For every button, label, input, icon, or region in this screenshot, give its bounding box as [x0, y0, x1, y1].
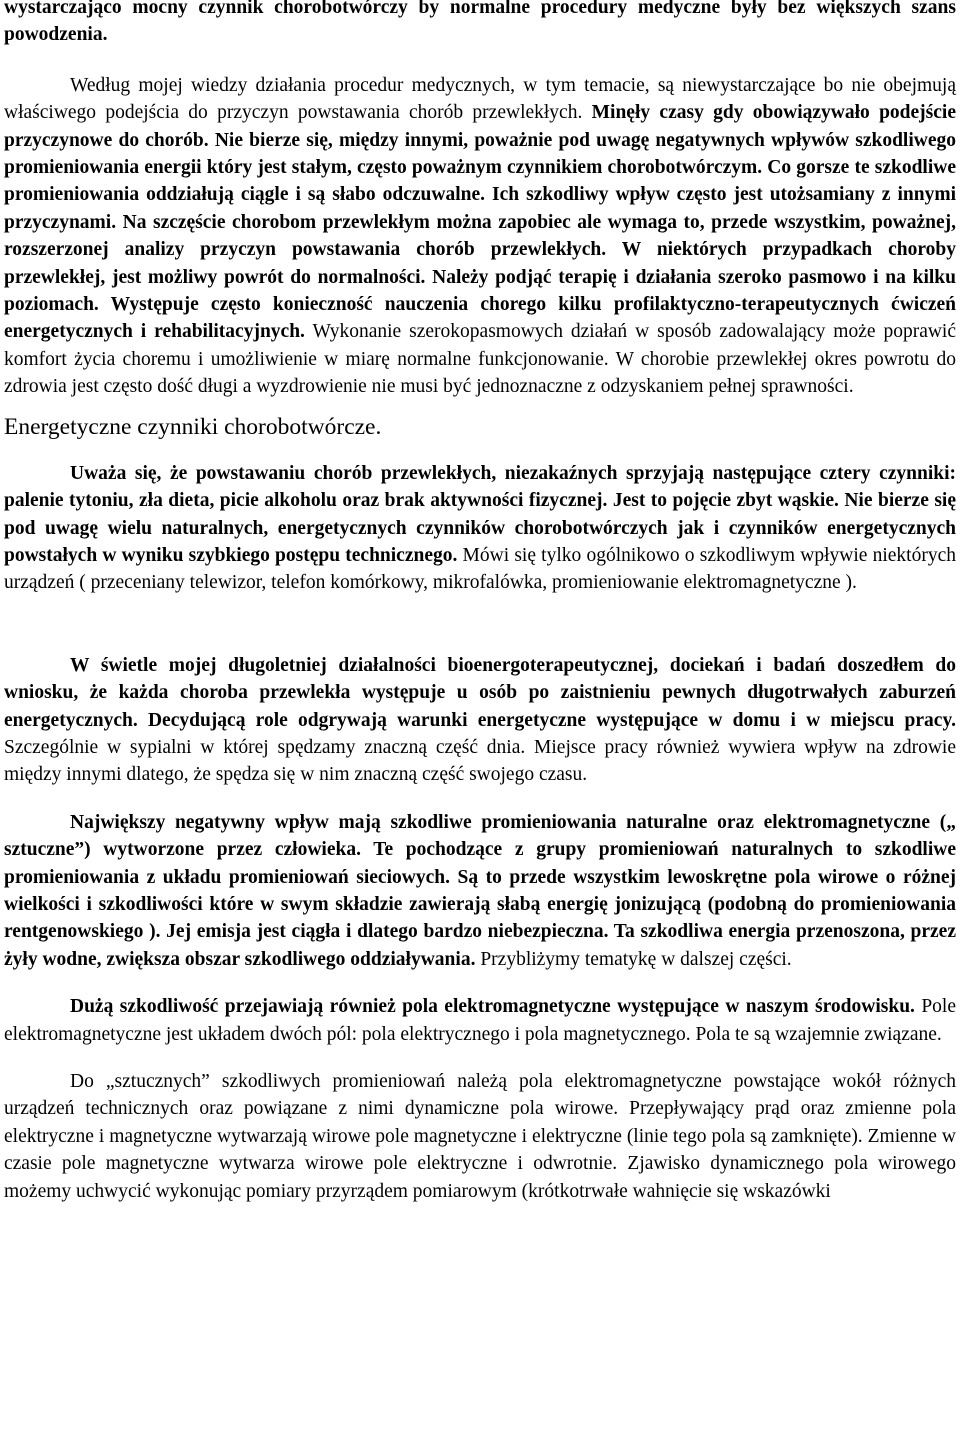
paragraph-text: Do „sztucznych” szkodliwych promieniowań należą pola elektromagnetyczne powstające wokół różnych urządzeń technicznych oraz powiązane z nimi dynamiczne pola wirowe. Przepływający prąd oraz zmienne pola elektryczne i magnetyczne wytwarzają wirowe pole magnetyczne i elektryczne (linie tego pola są zamknięte). Zmienne w czasie pole magnetyczne wytwarza wirowe pole elektryczne i odwrotnie. Zjawisko dynamicznego pola wirowego możemy uchwycić wykonując pomiary przyrządem pomiarowym (krótkotrwałe wahnięcie się wskazówki — [4, 1071, 956, 1202]
paragraph-energy-disturbances — [4, 652, 956, 789]
bold-text: Minęły czasy gdy obowiązywało podejście przyczynowe do chorób. Nie bierze się, między innymi, poważnie pod uwagę negatywnych wpływów szkodliwego promieniowania energii który jest stałym, często poważnym czynnikiem chorobotwórczym. Co gorsze te szkodliwe promieniowania oddziałują ciągle i są słabo odczuwalne. Ich szkodliwy wpływ często jest utożsamiany z innymi przyczynami. Na szczęście chorobom przewlekłym można zapobiec ale wymaga to, przede wszystkim, poważnej, rozszerzonej analizy przyczyn powstawania chorób przewlekłych. W niektórych przypadkach choroby przewlekłej, jest możliwy powrót do normalności. Należy podjąć terapię i działania szeroko pasmowo i na kilku poziomach. Występuje często konieczność nauczenia chorego kilku profilaktyczno-terapeutycznych ćwiczeń energetycznych i rehabilitacyjnych. — [4, 102, 956, 343]
paragraph-artificial-radiation — [4, 1068, 956, 1205]
bold-text: Uważa się, że powstawaniu chorób przewlekłych, niezakaźnych sprzyjają następujące cztery czynniki: palenie tytoniu, zła dieta, picie alkoholu oraz brak aktywności fizycznej. Jest to pojęcie zbyt wąskie. Nie bierze się pod uwagę wielu naturalnych, energetycznych czynników chorobotwórczych jak i czynników energetycznych powstałych w wyniku szybkiego postępu technicznego. — [4, 462, 956, 566]
bold-text: W świetle mojej długoletniej działalności bioenergoterapeutycznej, dociekań i badań doszedłem do wniosku, że każda choroba przewlekła występuje u osób po zaistnieniu pewnych długotrwałych zaburzeń energetycznych. Decydującą role odgrywają warunki energetyczne występujące w domu i w miejscu pracy. — [4, 654, 956, 731]
paragraph-natural-radiation — [4, 809, 956, 973]
paragraph-text: Według mojej wiedzy działania procedur medycznych, w tym temacie, są niewystarczające bo nie obejmują właściwego podejścia do przyczyn powstawania chorób przewlekłych. — [4, 74, 956, 124]
paragraph-text: Mówi się tylko ogólnikowo o szkodliwym wpływie niektórych urządzeń ( przeceniany telewizor, telefon komórkowy, mikrofalówka, promieniowanie elektromagnetyczne ). — [4, 544, 956, 594]
paragraph-risk-factors — [4, 460, 956, 597]
paragraph-electromagnetic-fields — [4, 993, 956, 1048]
paragraph-text: Przybliżymy tematykę w dalszej części. — [475, 948, 792, 970]
paragraph-text: Wykonanie szerokopasmowych działań w sposób zadowalający może poprawić komfort życia choremu i umożliwienie w miarę normalne funkcjonowanie. W chorobie przewlekłej okres powrotu do zdrowia jest często dość długi a wyzdrowienie nie musi być jednoznaczne z odzyskaniem pełnej sprawności. — [4, 321, 956, 398]
paragraph-text: Pole elektromagnetyczne jest układem dwóch pól: pola elektrycznego i pola magnetycznego. Pola te są wzajemnie związane. — [4, 996, 956, 1045]
paragraph-medical-procedures — [4, 72, 956, 401]
paragraph-text: Szczególnie w sypialni w której spędzamy znaczną część dnia. Miejsce pracy również wywiera wpływ na zdrowie między innymi dlatego, że spędza się w nim znaczną część swojego czasu. — [4, 736, 956, 786]
paragraph-continuation — [4, 0, 956, 49]
section-heading: Energetyczne czynniki chorobotwórcze. — [4, 413, 382, 440]
bold-text: wystarczająco mocny czynnik chorobotwórczy by normalne procedury medyczne były bez większych szans powodzenia. — [4, 0, 956, 46]
bold-text: Największy negatywny wpływ mają szkodliwe promieniowania naturalne oraz elektromagnetyczne („ sztuczne”) wytworzone przez człowieka. Te pochodzące z grupy promieniowań naturalnych to szkodliwe promieniowania z układu promieniowań sieciowych. Są to przede wszystkim lewoskrętne pola wirowe o różnej wielkości i szkodliwości które w swym składzie zawierają słabą energię jonizującą (podobną do promieniowania rentgenowskiego ). Jej emisja jest ciągła i dlatego bardzo niebezpieczna. Ta szkodliwa energia przenoszona, przez żyły wodne, zwiększa obszar szkodliwego oddziaływania. — [4, 811, 956, 970]
bold-text: Dużą szkodliwość przejawiają również pola elektromagnetyczne występujące w naszym środowisku. — [70, 996, 915, 1018]
